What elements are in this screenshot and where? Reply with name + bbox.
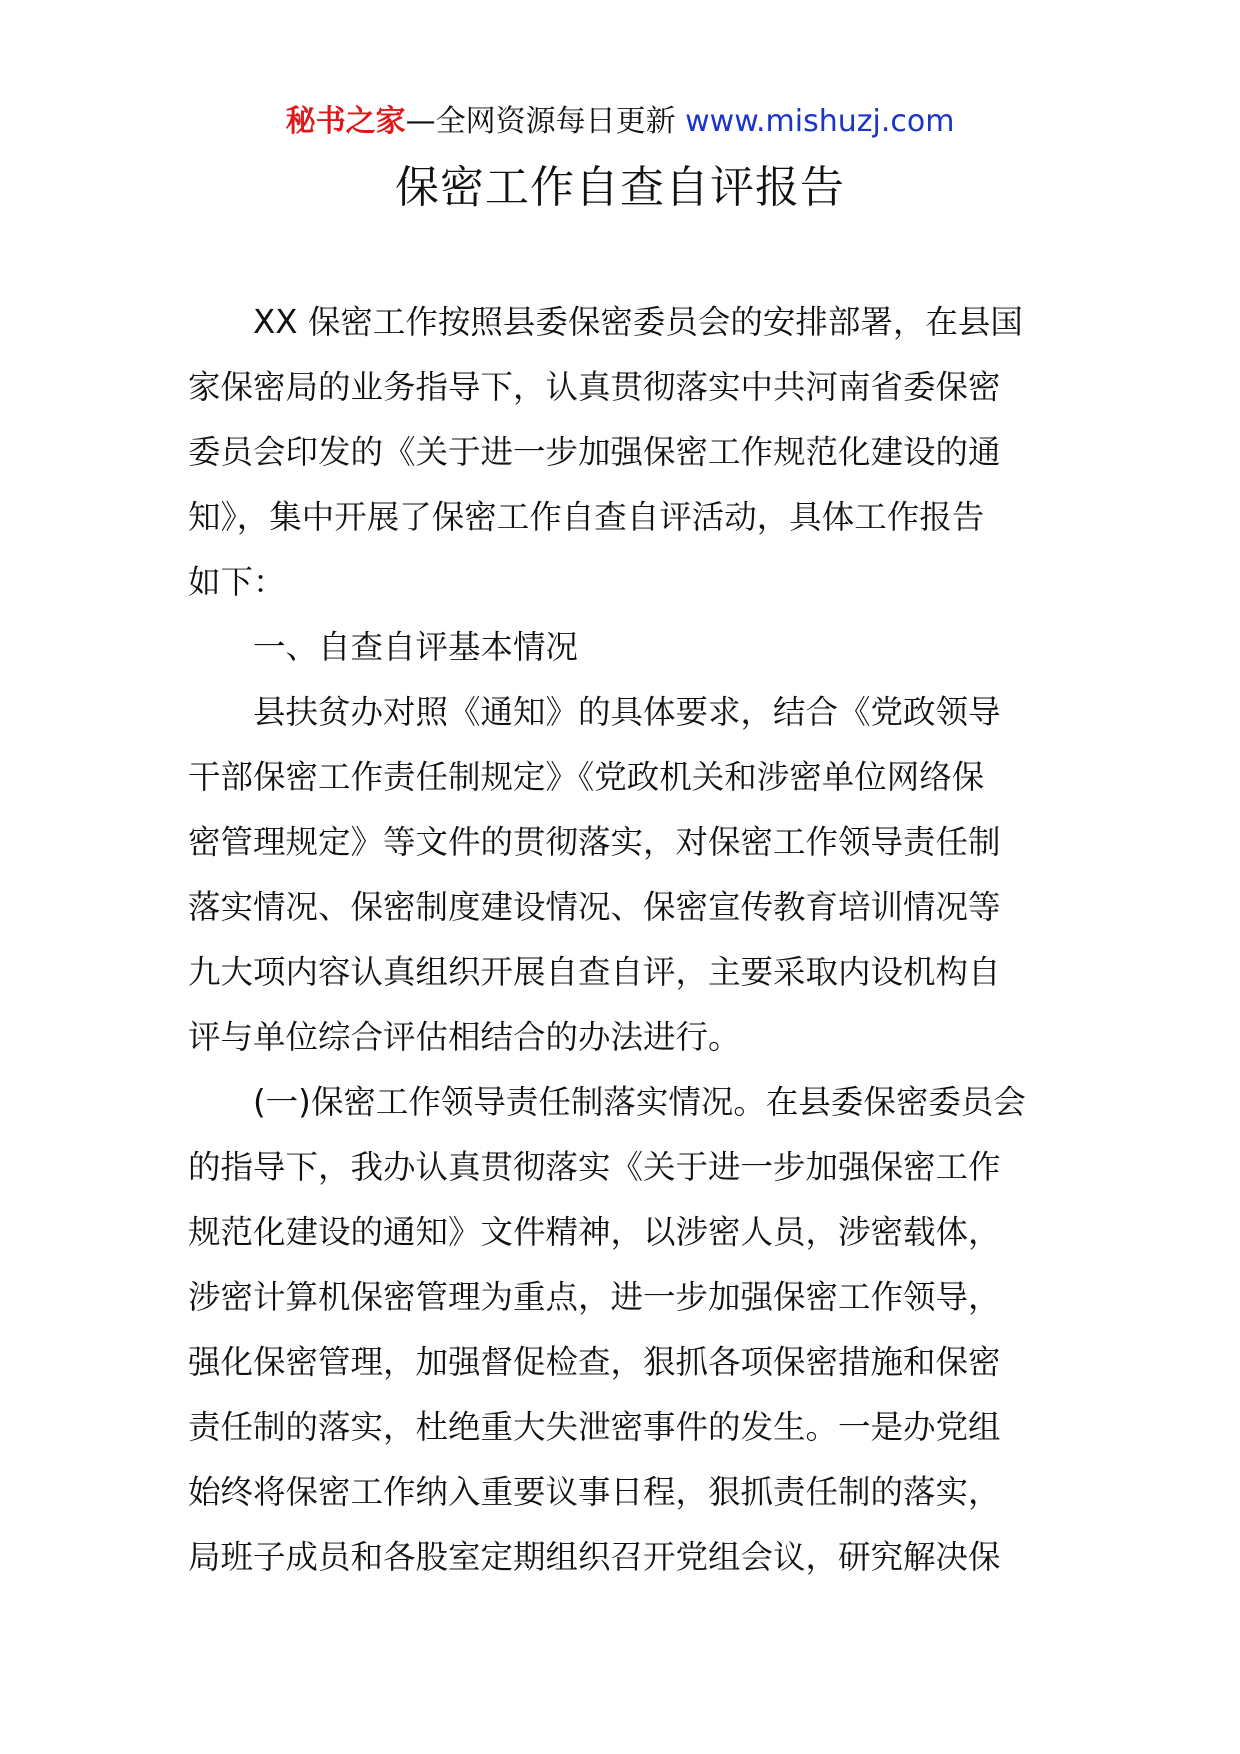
header-tagline: —全网资源每日更新 xyxy=(405,104,686,139)
site-header xyxy=(0,100,1240,144)
paragraph-line: 局班子成员和各股室定期组织召开党组会议，研究解决保 xyxy=(188,1538,1001,1576)
paragraph-line: 九大项内容认真组织开展自查自评，主要采取内设机构自 xyxy=(188,953,1001,991)
paragraph-line: 始终将保密工作纳入重要议事日程，狠抓责任制的落实， xyxy=(188,1473,1001,1511)
paragraph-line: 落实情况、保密制度建设情况、保密宣传教育培训情况等 xyxy=(188,888,1001,926)
site-url-link[interactable]: www.mishuzj.com xyxy=(685,104,955,139)
document-body xyxy=(188,290,1058,1590)
paragraph-line: 涉密计算机保密管理为重点，进一步加强保密工作领导， xyxy=(188,1278,1001,1316)
paragraph-line: 规范化建设的通知》文件精神，以涉密人员，涉密载体， xyxy=(188,1213,1001,1251)
paragraph-line: 的指导下，我办认真贯彻落实《关于进一步加强保密工作 xyxy=(188,1148,1001,1186)
paragraph-line: 如下： xyxy=(188,563,286,601)
paragraph-line: 家保密局的业务指导下，认真贯彻落实中共河南省委保密 xyxy=(188,368,1001,406)
paragraph-line: 知》，集中开展了保密工作自查自评活动，具体工作报告 xyxy=(188,498,985,536)
section-heading: 一、自查自评基本情况 xyxy=(253,628,579,666)
document-title: 保密工作自查自评报告 xyxy=(395,162,845,213)
paragraph-line: 干部保密工作责任制规定》《党政机关和涉密单位网络保 xyxy=(188,758,985,796)
paragraph-line: 强化保密管理，加强督促检查，狠抓各项保密措施和保密 xyxy=(188,1343,1001,1381)
paragraph-line: 县扶贫办对照《通知》的具体要求，结合《党政领导 xyxy=(253,693,1001,731)
paragraph-line: 密管理规定》等文件的贯彻落实，对保密工作领导责任制 xyxy=(188,823,1001,861)
paragraph-line: XX 保密工作按照县委保密委员会的安排部署，在县国 xyxy=(253,303,1023,341)
paragraph-line: 评与单位综合评估相结合的办法进行。 xyxy=(188,1018,741,1056)
paragraph-line: (一)保密工作领导责任制落实情况。在县委保密委员会 xyxy=(253,1083,1026,1121)
paragraph-line: 责任制的落实，杜绝重大失泄密事件的发生。一是办党组 xyxy=(188,1408,1001,1446)
brand-name: 秘书之家 xyxy=(285,104,406,139)
paragraph-line: 委员会印发的《关于进一步加强保密工作规范化建设的通 xyxy=(188,433,1001,471)
